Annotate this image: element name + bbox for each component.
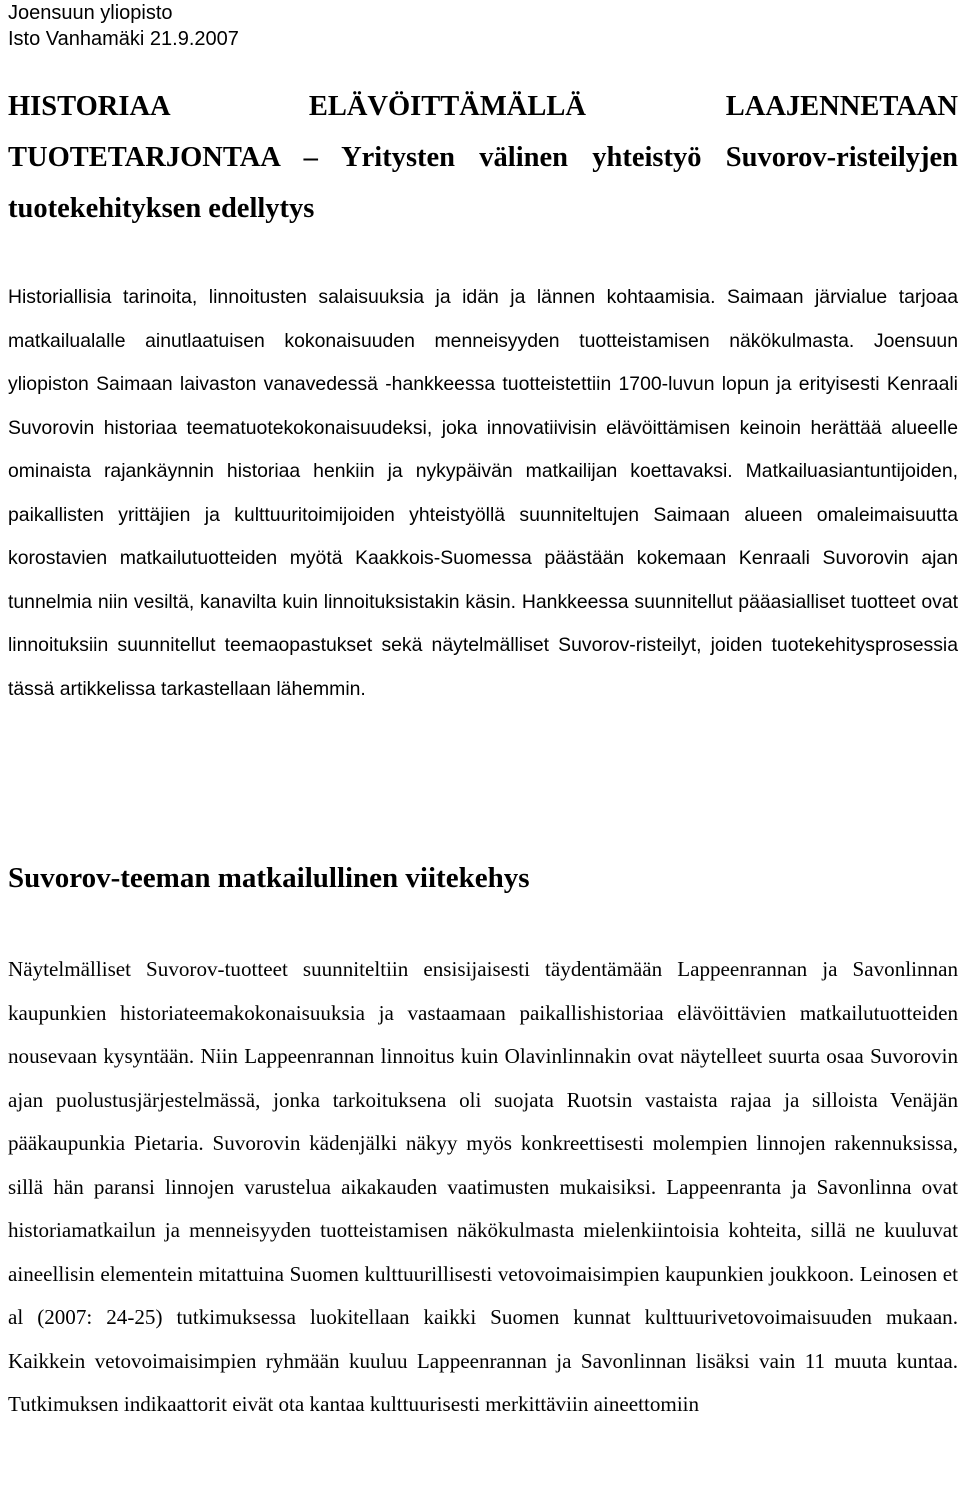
document-page [8,0,958,1416]
institution-line: Joensuun yliopisto [8,2,173,24]
abstract-paragraph: Historiallisia tarinoita, linnoitusten salaisuuksia ja idän ja lännen kohtaamisia. Saimaan järvialue tarjoaa matkailualalle ainutlaatuisen kokonaisuuden menneisyyden tuotteistamisen näkökulmasta. Joensuun yliopiston Saimaan laivaston vanavedessä -hankkeessa tuotteistettiin 1700-luvun lopun ja erityisesti Kenraali Suvorovin historiaa teematuotekokonaisuudeksi, joka innovatiivisin elävöittämisen keinoin herättää alueelle ominaista rajankäynnin historiaa henkiin ja nykypäivän matkailijan koettavaksi. Matkailuasiantuntijoiden, paikallisten yrittäjien ja kulttuuritoimijoiden yhteistyöllä suunniteltujen Saimaan alueen omaleimaisuutta korostavien matkailutuotteiden myötä Kaakkois-Suomessa päästään kokemaan Kenraali Suvorovin ajan tunnelmia niin vesiltä, kanavilta kuin linnoituksistakin käsin. Hankkeessa suunnitellut pääasialliset tuotteet ovat linnoituksiin suunnitellut teemaopastukset sekä näytelmälliset Suvorov-risteilyt, joiden tuotekehitysprosessia tässä artikkelissa tarkastellaan lähemmin. [8,286,958,700]
author-date-line: Isto Vanhamäki 21.9.2007 [8,28,239,50]
body-paragraph: Näytelmälliset Suvorov-tuotteet suunniteltiin ensisijaisesti täydentämään Lappeenrannan ja Savonlinnan kaupunkien historiateemakokonaisuuksia ja vastaamaan paikallishistoriaa elävöittävien matkailutuotteiden nousevaan kysyntään. Niin Lappeenrannan linnoitus kuin Olavinlinnakin ovat näytelleet suurta osaa Suvorovin ajan puolustusjärjestelmässä, jonka tarkoituksena oli suojata Ruotsin vastaista rajaa ja silloista Venäjän pääkaupunkia Pietaria. Suvorovin kädenjälki näkyy myös konkreettisesti molempien linnojen rakennuksissa, sillä hän paransi linnojen varustelua aikakauden vaatimusten mukaisiksi. Lappeenranta ja Savonlinna ovat historiamatkailun ja menneisyyden tuotteistamisen näkökulmasta mielenkiintoisia kohteita, sillä ne kuuluvat aineellisin elementein mitattuina Suomen kulttuurillisesti vetovoimaisimpien kaupunkien joukkoon. Leinosen et al (2007: 24-25) tutkimuksessa luokitellaan kaikki Suomen kunnat kulttuurivetovoimaisuuden mukaan. Kaikkein vetovoimaisimpien ryhmään kuuluu Lappeenrannan ja Savonlinnan lisäksi vain 11 muuta kuntaa. Tutkimuksen indikaattorit eivät ota kantaa kulttuurisesti merkittäviin aineettomiin [8,957,958,1416]
section-heading: Suvorov-teeman matkailullinen viitekehys [8,862,530,894]
article-title: HISTORIAA ELÄVÖITTÄMÄLLÄ LAAJENNETAAN TUOTETARJONTAA – Yritysten välinen yhteistyö Suvorov-risteilyjen tuotekehityksen edellytys [8,91,958,224]
